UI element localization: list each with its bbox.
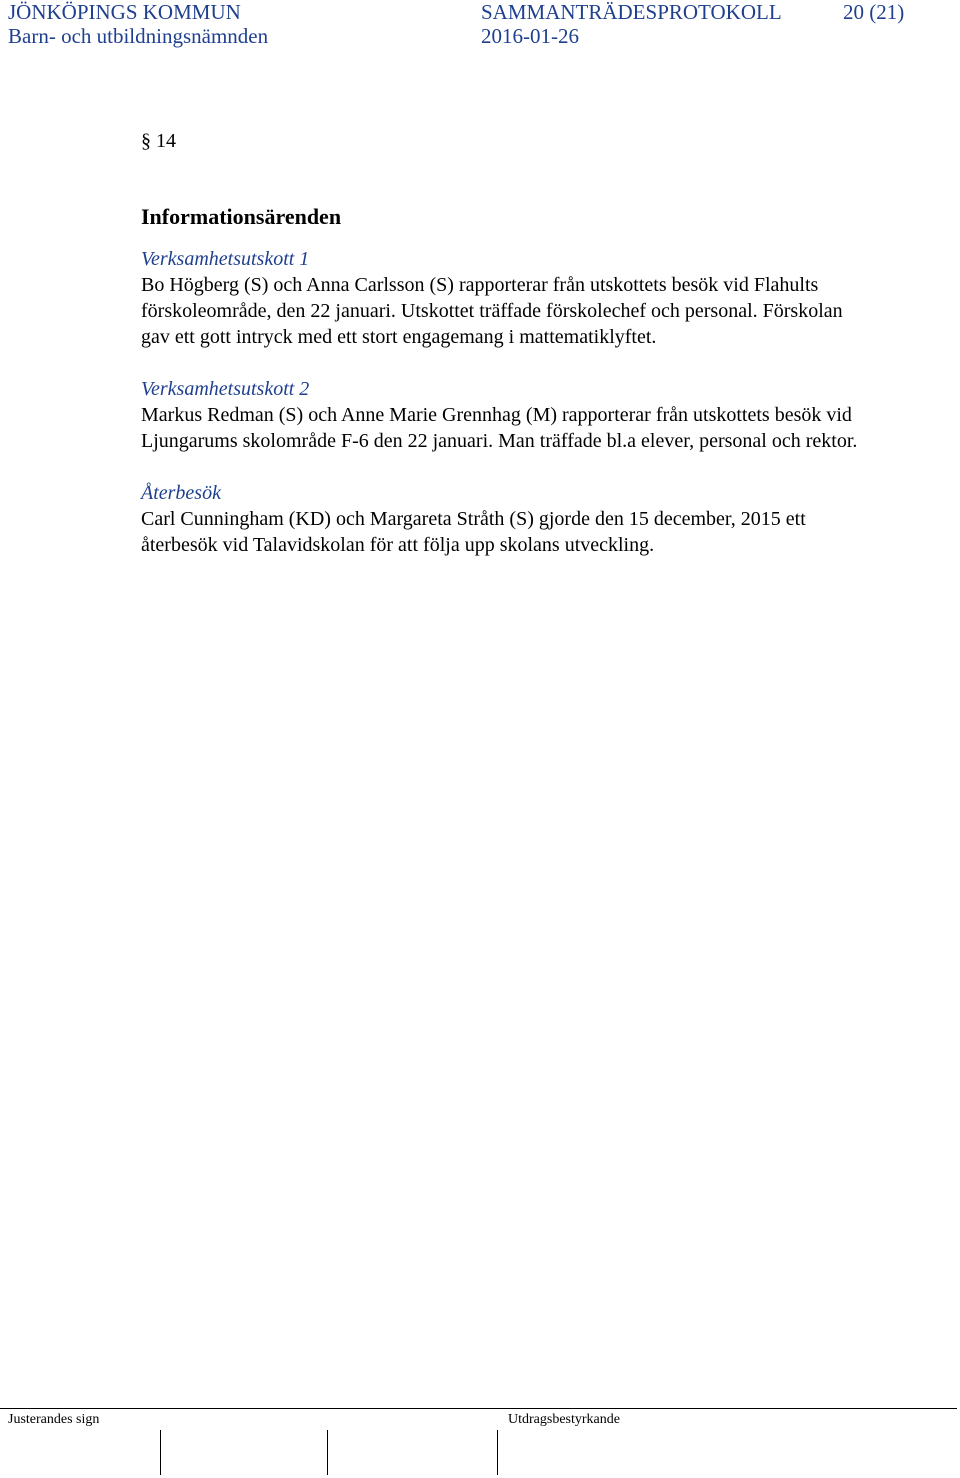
document-body [141, 128, 861, 558]
signature-box-divider [327, 1430, 328, 1475]
agenda-item-heading: Verksamhetsutskott 1 [141, 248, 310, 270]
agenda-item [141, 246, 861, 350]
certification-label: Utdragsbestyrkande [508, 1412, 620, 1427]
header-document-type: SAMMANTRÄDESPROTOKOLL [481, 0, 782, 24]
agenda-item [141, 480, 861, 558]
section-number: § 14 [141, 130, 176, 152]
header-page-number: 20 (21) [843, 0, 905, 24]
signature-label: Justerandes sign [8, 1412, 100, 1427]
footer-divider [0, 1408, 957, 1409]
agenda-item-text: Bo Högberg (S) och Anna Carlsson (S) rapporterar från utskottets besök vid Flahults förskoleområde, den 22 januari. Utskottet träffade förskolechef och personal. Förskolan gav ett gott intryck med ett stort engagemang i mattematiklyftet. [141, 274, 843, 348]
header-organization: JÖNKÖPINGS KOMMUN [8, 0, 241, 24]
agenda-item-text: Carl Cunningham (KD) och Margareta Stråth (S) gjorde den 15 december, 2015 ett återbesök vid Talavidskolan för att följa upp skolans utveckling. [141, 508, 806, 556]
header-committee: Barn- och utbildningsnämnden [8, 24, 269, 48]
section-title: Informationsärenden [141, 204, 342, 229]
signature-box-divider [497, 1430, 498, 1475]
agenda-item [141, 376, 861, 454]
agenda-item-text: Markus Redman (S) och Anne Marie Grennhag (M) rapporterar från utskottets besök vid Ljungarums skolområde F-6 den 22 januari. Man träffade bl.a elever, personal och rektor. [141, 404, 858, 452]
agenda-item-heading: Verksamhetsutskott 2 [141, 378, 310, 400]
agenda-item-heading: Återbesök [141, 482, 221, 504]
header-date: 2016-01-26 [481, 24, 579, 48]
signature-box-divider [160, 1430, 161, 1475]
